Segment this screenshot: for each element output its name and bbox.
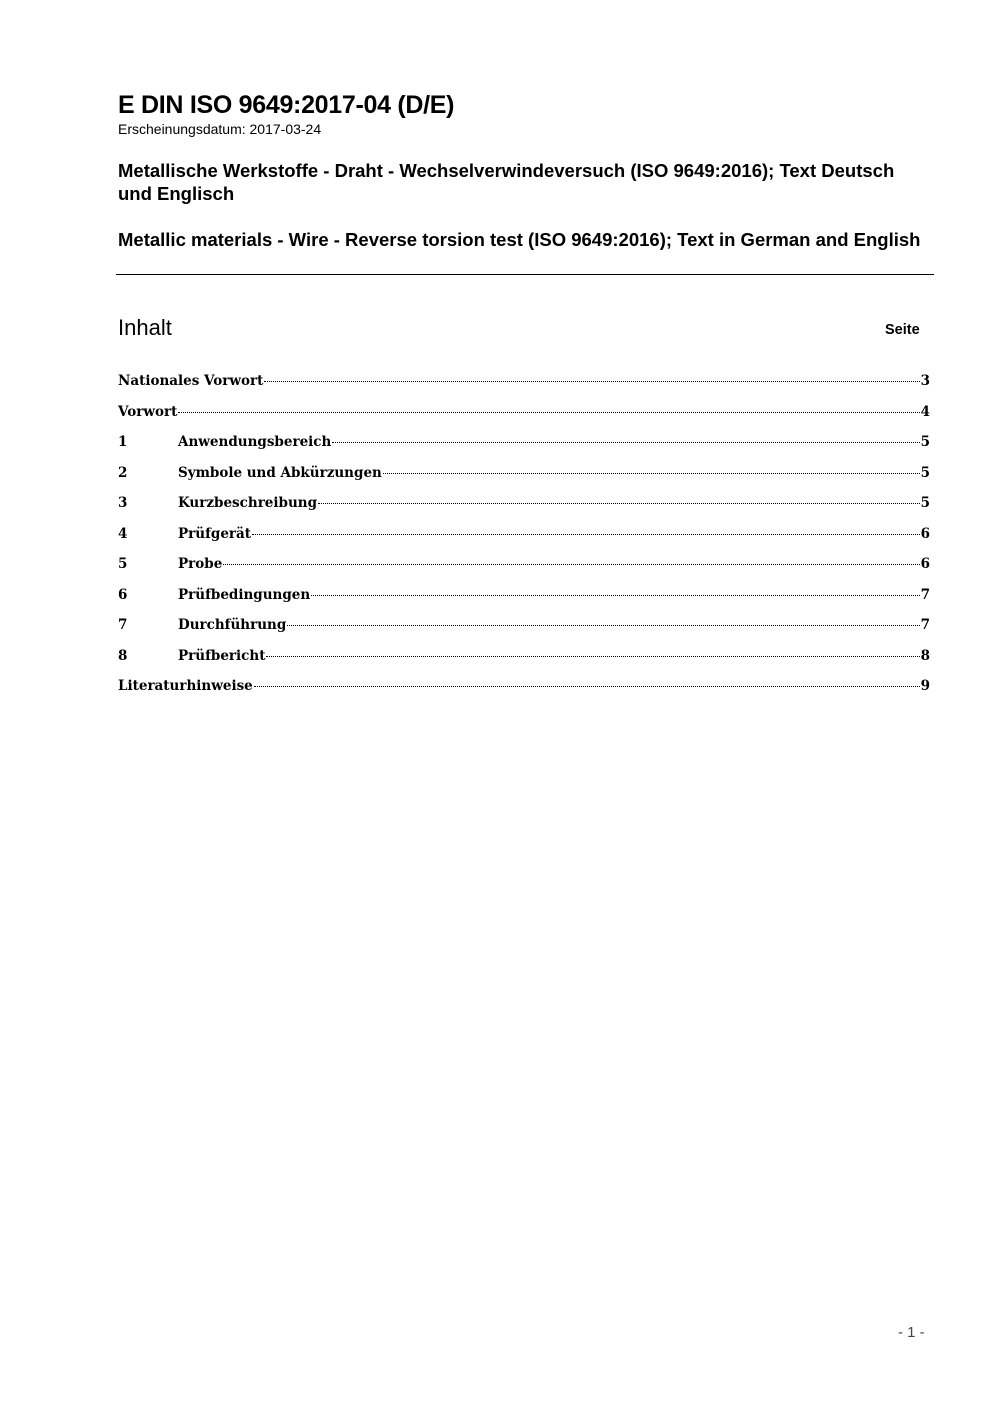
- toc-entry[interactable]: [118, 523, 930, 554]
- document-title: E DIN ISO 9649:2017-04 (D/E): [118, 91, 455, 119]
- toc-entry[interactable]: [118, 492, 930, 523]
- toc-entry[interactable]: [118, 370, 930, 401]
- toc-entry[interactable]: [118, 553, 930, 584]
- toc-entry-page: 7: [920, 617, 930, 633]
- toc-entry-title: Durchführung: [178, 617, 287, 633]
- german-title: Metallische Werkstoffe - Draht - Wechselverwindeversuch (ISO 9649:2016); Text Deutsch und Englisch: [118, 160, 895, 204]
- toc-entry-title: Prüfgerät: [178, 525, 252, 542]
- toc-entry-number: 8: [118, 647, 128, 664]
- toc-dot-leader: [318, 502, 920, 504]
- toc-entry-number: 2: [118, 464, 128, 481]
- toc-entry-page: 7: [920, 586, 930, 603]
- toc-entry-number: 6: [118, 586, 128, 603]
- toc-entry-page: 5: [920, 434, 930, 450]
- toc-entry-number: 3: [118, 495, 128, 511]
- toc-entry[interactable]: [118, 462, 930, 493]
- toc-entry-title: Kurzbeschreibung: [178, 495, 318, 511]
- toc-entry-title: Symbole und Abkürzungen: [178, 464, 382, 481]
- toc-entry-page: 8: [920, 647, 930, 664]
- toc-entry-title: Literaturhinweise: [118, 678, 253, 694]
- toc-entry-number: 4: [118, 525, 128, 542]
- toc-entry[interactable]: [118, 401, 930, 432]
- toc-dot-leader: [383, 472, 920, 474]
- toc-entry-title: Prüfbericht: [178, 647, 266, 664]
- toc-entry-title: Vorwort: [118, 403, 178, 420]
- toc-entry-title: Anwendungsbereich: [178, 434, 332, 450]
- toc-entry-page: 6: [920, 525, 930, 542]
- toc-dot-leader: [254, 685, 920, 687]
- page-number: - 1 -: [898, 1324, 925, 1341]
- toc-dot-leader: [311, 594, 919, 596]
- toc-dot-leader: [266, 655, 919, 657]
- toc-dot-leader: [178, 411, 919, 413]
- toc-entry-title: Nationales Vorwort: [118, 373, 264, 389]
- english-title: Metallic materials - Wire - Reverse torsion test (ISO 9649:2016); Text in German and English: [118, 229, 921, 250]
- toc-entry-title: Prüfbedingungen: [178, 586, 311, 603]
- header-divider: [116, 274, 934, 275]
- toc-dot-leader: [223, 563, 919, 565]
- toc-page-column-label: Seite: [885, 322, 920, 338]
- toc-dot-leader: [264, 380, 919, 382]
- table-of-contents: [118, 370, 930, 706]
- toc-entry[interactable]: [118, 675, 930, 706]
- toc-entry-number: 7: [118, 617, 128, 633]
- toc-entry-title: Probe: [178, 556, 223, 572]
- toc-entry[interactable]: [118, 614, 930, 645]
- toc-entry-page: 4: [920, 403, 930, 420]
- toc-entry[interactable]: [118, 645, 930, 676]
- toc-entry-page: 5: [920, 464, 930, 481]
- publication-date: Erscheinungsdatum: 2017-03-24: [118, 121, 322, 137]
- toc-dot-leader: [287, 624, 919, 626]
- toc-entry-number: 5: [118, 556, 128, 572]
- toc-entry-page: 6: [920, 556, 930, 572]
- toc-entry[interactable]: [118, 584, 930, 615]
- toc-entry-page: 5: [920, 495, 930, 511]
- toc-heading: Inhalt: [118, 315, 172, 340]
- toc-dot-leader: [252, 533, 920, 535]
- toc-dot-leader: [332, 441, 919, 443]
- toc-entry[interactable]: [118, 431, 930, 462]
- toc-entry-page: 9: [920, 678, 930, 694]
- toc-entry-page: 3: [920, 373, 930, 389]
- toc-entry-number: 1: [118, 434, 128, 450]
